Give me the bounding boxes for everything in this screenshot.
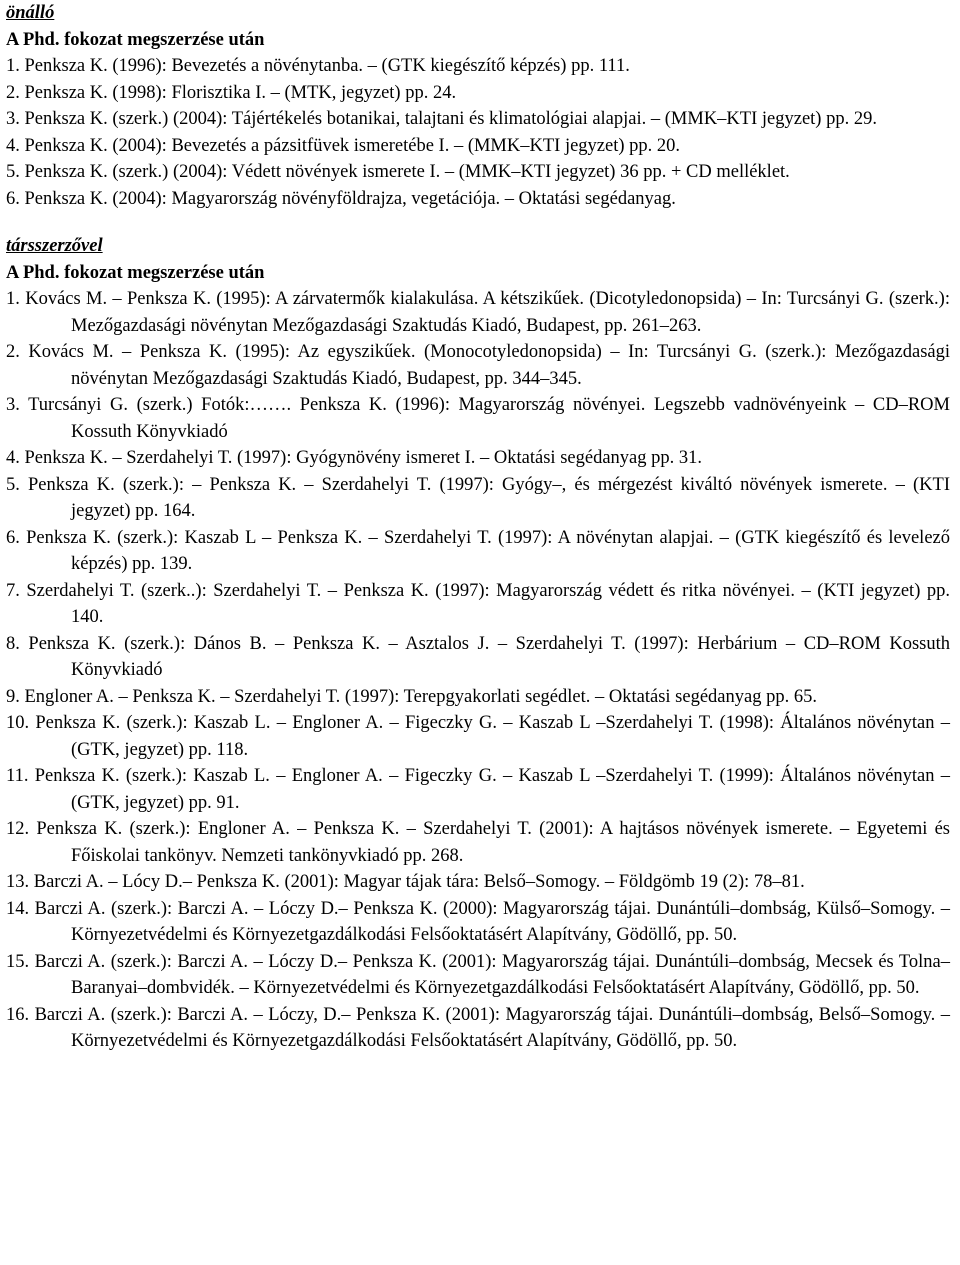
publication-entry: 10. Penksza K. (szerk.): Kaszab L. – Engloner A. – Figeczky G. – Kaszab L –Szerdahelyi T. (1998): Általános növénytan – (GTK, jegyzet) pp. 118.: [6, 713, 950, 760]
section-spacer: [6, 212, 954, 233]
publication-entry: 5. Penksza K. (szerk.): – Penksza K. – Szerdahelyi T. (1997): Gyógy–, és mérgezést kiváltó növények ismerete. – (KTI jegyzet) pp. 164.: [6, 474, 950, 521]
publication-entry: 13. Barczi A. – Lócy D.– Penksza K. (2001): Magyar tájak tára: Belső–Somogy. – Földgömb 19 (2): 78–81.: [6, 872, 805, 892]
publication-entry: 4. Penksza K. (2004): Bevezetés a pázsitfüvek ismeretébe I. – (MMK–KTI jegyzet) pp. 20.: [6, 135, 681, 156]
section-heading-independent: önálló: [6, 3, 55, 23]
publication-entry: 6. Penksza K. (2004): Magyarország növényföldrajza, vegetációja. – Oktatási segédanyag.: [6, 188, 676, 209]
section-subheading: A Phd. fokozat megszerzése után: [6, 262, 265, 283]
publication-entry: 2. Kovács M. – Penksza K. (1995): Az egyszikűek. (Monocotyledonopsida) – In: Turcsányi G. (szerk.): Mezőgazdasági növénytan Mezőgazdasági Szaktudás Kiadó, Budapest, pp. 344–345.: [6, 342, 950, 389]
publication-entry: 9. Engloner A. – Penksza K. – Szerdahelyi T. (1997): Terepgyakorlati segédlet. – Oktatási segédanyag pp. 65.: [6, 686, 817, 707]
publication-entry: 3. Penksza K. (szerk.) (2004): Tájértékelés botanikai, talajtani és klimatológiai alapjai. – (MMK–KTI jegyzet) pp. 29.: [6, 109, 877, 129]
publication-entry: 16. Barczi A. (szerk.): Barczi A. – Lóczy, D.– Penksza K. (2001): Magyarország tájai. Dunántúli–dombság, Belső–Somogy. – Környezetvédelmi és Környezetgazdálkodási Felsőoktatásért Alapítvány, Gödöllő, pp. 50.: [6, 1004, 950, 1051]
publication-entry: 1. Kovács M. – Penksza K. (1995): A zárvatermők kialakulása. A kétszikűek. (Dicotyledonopsida) – In: Turcsányi G. (szerk.): Mezőgazdasági növénytan Mezőgazdasági Szaktudás Kiadó, Budapest, pp. 261–263.: [6, 289, 950, 336]
publication-entry: 15. Barczi A. (szerk.): Barczi A. – Lóczy D.– Penksza K. (2001): Magyarország tájai. Dunántúli–dombság, Mecsek és Tolna–Baranyai–dombvidék. – Környezetvédelmi és Környezetgazdálkodási Felsőoktatásért Alapítvány, Gödöllő, pp. 50.: [6, 951, 950, 998]
publication-entry: 2. Penksza K. (1998): Florisztika I. – (MTK, jegyzet) pp. 24.: [6, 82, 457, 103]
publication-entry: 14. Barczi A. (szerk.): Barczi A. – Lóczy D.– Penksza K. (2000): Magyarország tájai. Dunántúli–dombság, Külső–Somogy. – Környezetvédelmi és Környezetgazdálkodási Felsőoktatásért Alapítvány, Gödöllő, pp. 50.: [6, 898, 950, 945]
section-heading-coauthored: társszerzővel: [6, 236, 103, 256]
publication-entry: 8. Penksza K. (szerk.): Dános B. – Penksza K. – Asztalos J. – Szerdahelyi T. (1997): Herbárium – CD–ROM Kossuth Könyvkiadó: [6, 633, 950, 680]
publication-entry: 6. Penksza K. (szerk.): Kaszab L – Penksza K. – Szerdahelyi T. (1997): A növénytan alapjai. – (GTK kiegészítő és levelező képzés) pp. 139.: [6, 527, 950, 574]
publication-entry: 1. Penksza K. (1996): Bevezetés a növénytanba. – (GTK kiegészítő képzés) pp. 111.: [6, 56, 630, 76]
publication-entry: 5. Penksza K. (szerk.) (2004): Védett növények ismerete I. – (MMK–KTI jegyzet) 36 pp. + CD melléklet.: [6, 162, 790, 182]
section-subheading: A Phd. fokozat megszerzése után: [6, 29, 265, 50]
publication-entry: 12. Penksza K. (szerk.): Engloner A. – Penksza K. – Szerdahelyi T. (2001): A hajtásos növények ismerete. – Egyetemi és Főiskolai tankönyv. Nemzeti tankönyvkiadó pp. 268.: [6, 819, 950, 866]
publication-list-independent: [6, 53, 954, 212]
publication-entry: 11. Penksza K. (szerk.): Kaszab L. – Engloner A. – Figeczky G. – Kaszab L –Szerdahelyi T. (1999): Általános növénytan – (GTK, jegyzet) pp. 91.: [6, 766, 950, 813]
publication-list-coauthored: [6, 286, 954, 1055]
publication-entry: 7. Szerdahelyi T. (szerk..): Szerdahelyi T. – Penksza K. (1997): Magyarország védett és ritka növényei. – (KTI jegyzet) pp. 140.: [6, 580, 950, 627]
publication-entry: 4. Penksza K. – Szerdahelyi T. (1997): Gyógynövény ismeret I. – Oktatási segédanyag pp. 31.: [6, 448, 702, 468]
publication-entry: 3. Turcsányi G. (szerk.) Fotók:……. Penksza K. (1996): Magyarország növényei. Legszebb vadnövényeink – CD–ROM Kossuth Könyvkiadó: [6, 395, 950, 442]
